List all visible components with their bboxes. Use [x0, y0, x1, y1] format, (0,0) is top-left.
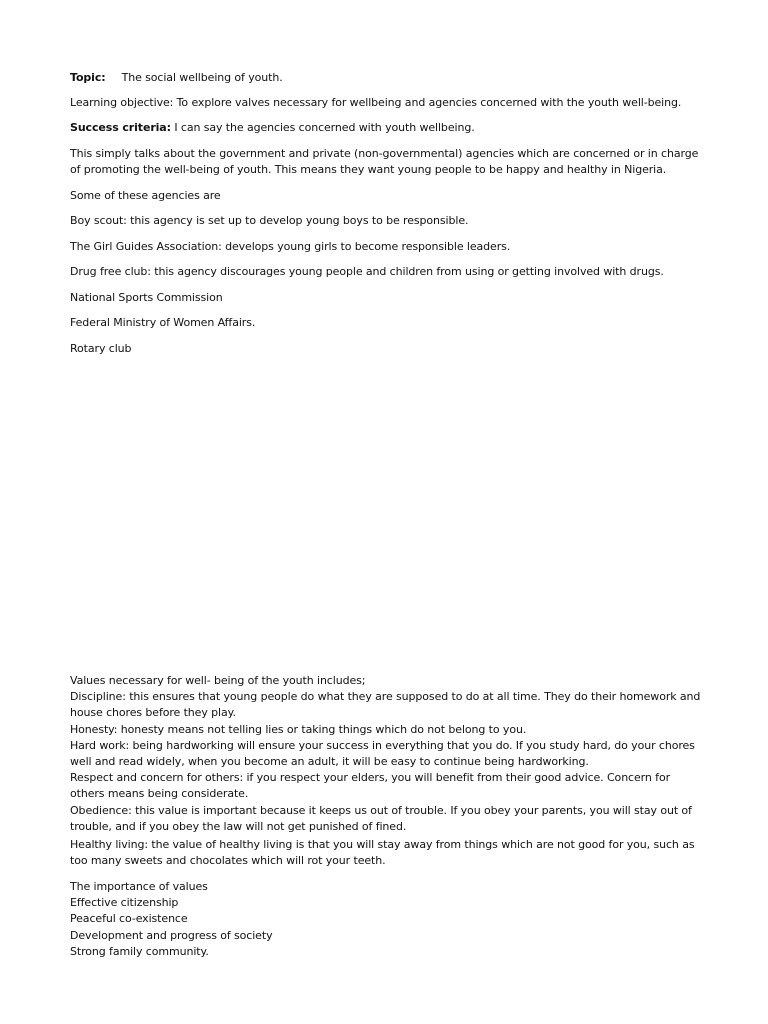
importance-item: Peaceful co-existence — [70, 912, 188, 925]
agency-item: Boy scout: this agency is set up to develop young boys to be responsible. — [70, 214, 469, 227]
importance-item: Development and progress of society — [70, 929, 273, 942]
values-line: Honesty: honesty means not telling lies or taking things which do not belong to you. — [70, 723, 527, 736]
values-line: too many sweets and chocolates which will rot your teeth. — [70, 854, 386, 867]
learning-objective: Learning objective: To explore valves necessary for wellbeing and agencies concerned with the youth well-being. — [70, 96, 682, 109]
topic-text: The social wellbeing of youth. — [121, 71, 283, 84]
values-line: Healthy living: the value of healthy living is that you will stay away from things which are not good for you, such as — [70, 838, 695, 851]
agency-item: Federal Ministry of Women Affairs. — [70, 316, 256, 329]
values-line: Obedience: this value is important because it keeps us out of trouble. If you obey your parents, you will stay out of — [70, 804, 692, 817]
values-heading: Values necessary for well- being of the youth includes; — [70, 674, 366, 687]
importance-item: Strong family community. — [70, 945, 209, 958]
success-criteria-line — [70, 120, 710, 136]
values-line: house chores before they play. — [70, 706, 236, 719]
values-line: others means being considerate. — [70, 787, 249, 800]
importance-item: Effective citizenship — [70, 896, 179, 909]
topic-line — [70, 70, 710, 86]
success-criteria-text: I can say the agencies concerned with youth wellbeing. — [170, 121, 475, 134]
values-line: Discipline: this ensures that young people do what they are supposed to do at all time. They do their homework and — [70, 690, 701, 703]
values-line: trouble, and if you obey the law will not get punished of fined. — [70, 820, 407, 833]
agency-item: Drug free club: this agency discourages young people and children from using or getting involved with drugs. — [70, 265, 664, 278]
success-criteria-label: Success criteria: — [70, 121, 171, 134]
intro-line-1: This simply talks about the government and private (non-governmental) agencies which are concerned or in charge — [70, 147, 699, 160]
intro-line-2: of promoting the well-being of youth. This means they want young people to be happy and healthy in Nigeria. — [70, 163, 667, 176]
agency-item: National Sports Commission — [70, 291, 223, 304]
importance-heading: The importance of values — [70, 880, 208, 893]
agency-item: Rotary club — [70, 342, 132, 355]
values-line: well and read widely, when you become an adult, it will be easy to continue being hardworking. — [70, 755, 589, 768]
topic-label: Topic: — [70, 71, 106, 84]
values-line: Hard work: being hardworking will ensure your success in everything that you do. If you study hard, do your chores — [70, 739, 695, 752]
agency-item: The Girl Guides Association: develops young girls to become responsible leaders. — [70, 240, 511, 253]
values-line: Respect and concern for others: if you respect your elders, you will benefit from their good advice. Concern for — [70, 771, 670, 784]
agencies-heading: Some of these agencies are — [70, 189, 221, 202]
